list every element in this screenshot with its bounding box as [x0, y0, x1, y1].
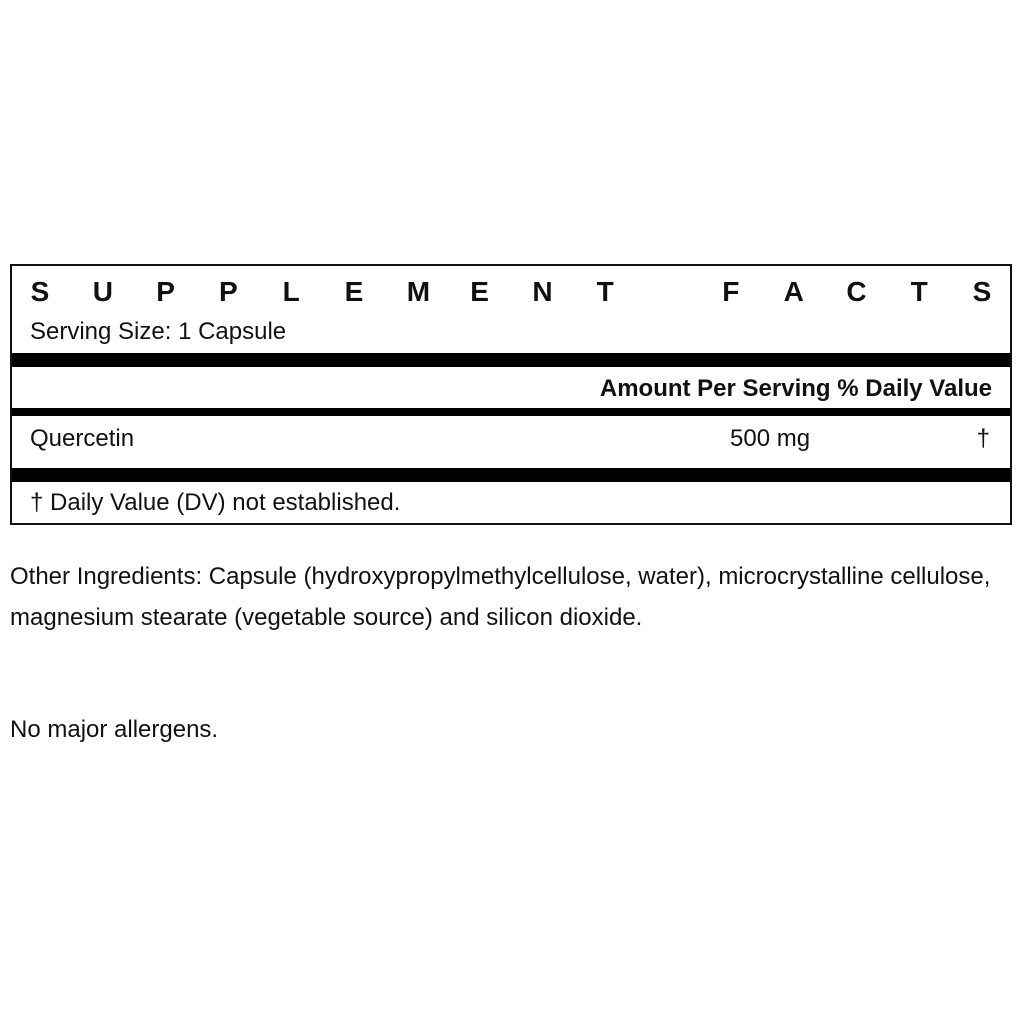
title-letter: [658, 276, 678, 308]
title-letter: E: [344, 276, 364, 307]
serving-size: Serving Size: 1 Capsule: [30, 318, 287, 345]
panel-title: [30, 276, 992, 308]
title-letter: M: [406, 276, 431, 307]
title-letter: F: [722, 276, 740, 307]
title-letter: T: [596, 276, 614, 307]
ingredient-dv: †: [976, 425, 990, 452]
thick-divider: [12, 468, 1010, 482]
title-letter: C: [846, 276, 867, 307]
other-ingredients: Other Ingredients: Capsule (hydroxypropylmethylcellulose, water), microcrystalline cellulose, magnesium stearate (vegetable source) and silicon dioxide.: [10, 563, 991, 631]
title-letter: P: [219, 276, 238, 307]
thin-divider: [12, 408, 1010, 416]
thick-divider: [12, 353, 1010, 367]
ingredient-name: Quercetin: [30, 425, 135, 452]
allergen-statement: No major allergens.: [10, 716, 219, 743]
ingredient-amount: 500 mg: [730, 425, 811, 452]
supplement-facts-panel: [10, 264, 1012, 525]
title-letter: S: [30, 276, 50, 307]
title-letter: P: [156, 276, 175, 307]
title-letter: S: [972, 276, 992, 307]
column-headers: [600, 375, 992, 403]
title-letter: A: [783, 276, 804, 307]
title-letter: L: [282, 276, 300, 307]
title-letter: E: [470, 276, 489, 307]
amount-header: Amount Per Serving: [599, 375, 831, 402]
title-letter: T: [910, 276, 928, 307]
title-letter: N: [532, 276, 553, 307]
title-letter: U: [92, 276, 114, 307]
footnote: † Daily Value (DV) not established.: [30, 489, 401, 516]
dv-header: % Daily Value: [837, 375, 992, 402]
